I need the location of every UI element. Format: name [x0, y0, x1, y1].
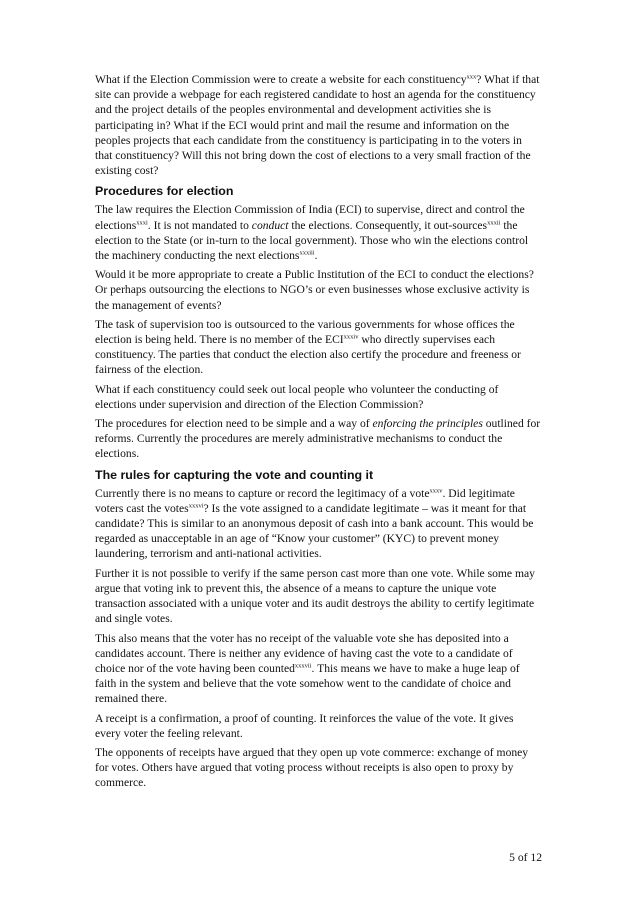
endnote-ref[interactable]: xxxiv: [343, 333, 359, 341]
paragraph-receipt-confirmation: A receipt is a confirmation, a proof of counting. It reinforces the value of the vote. It gives every voter the feeling relevant.: [95, 711, 514, 740]
endnote-ref[interactable]: xxxii: [487, 219, 501, 227]
endnote-ref[interactable]: xxxiii: [299, 249, 315, 257]
heading-rules-capturing-vote: The rules for capturing the vote and counting it: [95, 467, 374, 482]
endnote-ref[interactable]: xxxvi: [188, 502, 204, 510]
paragraph-local-volunteers: What if each constituency could seek out local people who volunteer the conducting of elections under supervision and direction of the Election Commission?: [95, 382, 499, 411]
endnote-ref[interactable]: xxxvii: [294, 662, 312, 670]
heading-procedures-for-election: Procedures for election: [95, 184, 234, 199]
paragraph-no-receipt: This also means that the voter has no receipt of the valuable vote she has deposited into a candidates account. There is neither any evidence of having cast the vote to a candidate of choice nor of the vote having been counted$^{xxxvii}$. This means we have to make a huge leap of faith in the system and believe that the vote somehow went to the candidate of choice and remained there.: [95, 631, 520, 706]
endnote-ref[interactable]: xxxi: [136, 219, 148, 227]
paragraph-public-institution: Would it be more appropriate to create a Public Institution of the ECI to conduct the elections? Or perhaps outsourcing the elections to NGO’s or even businesses whose exclusive activity is the management of events?: [95, 268, 534, 312]
paragraph-supervision-outsourced: The task of supervision too is outsourced to the various governments for whose offices the election is being held. There is no member of the $ECI^{xxxiv}$ who directly supervises each constituency. The parties that conduct the election also certify the procedure and freeness or fairness of the election.: [95, 317, 521, 377]
page-number: 5 of 12: [509, 851, 542, 864]
paragraph-website-constituency: What if the Election Commission were to create a website for each constituency$^{xxx}$? What if that site can provide a webpage for each registered candidate to host an agenda for the constituency and the project details of the peoples environmental and development activities she is participating in? What if the ECI would print and mail the resume and information on the peoples projects that each candidate from the constituency is participating in to the voters in that constituency? Will this not bring down the cost of elections to a very small fraction of the existing cost?: [95, 73, 540, 178]
paragraph-legitimacy-of-vote: Currently there is no means to capture or record the legitimacy of a vote$^{xxxv}$. Did legitimate voters cast the votes$^{xxxvi}$? Is the vote assigned to a candidate legitimate – was it meant for that candidate? This is similar to an anonymous deposit of cash into a bank account. This would be regarded as unacceptable in an age of “Know your customer” (KYC) to prevent money laundering, terrorism and anti-national activities.: [95, 486, 534, 561]
paragraph-verify-single-vote: Further it is not possible to verify if the same person cast more than one vote. While some may argue that voting ink to prevent this, the absence of a means to capture the unique vote transaction associated with a unique voter and its audit destroys the ability to certify legitimate and single votes.: [95, 566, 535, 626]
endnote-ref[interactable]: xxx: [466, 73, 477, 81]
document-page: [95, 72, 542, 795]
paragraph-law-requires: The law requires the Election Commission of India (ECI) to supervise, direct and control the elections$^{xxxi}$. It is not mandated to conduct the elections. Consequently, it out-sources$^{xxxii}$ the election to the State (or in-turn to the local government). Those who win the elections control the machinery conducting the next elections$^{xxxiii}$.: [95, 203, 529, 263]
paragraph-procedures-simple: The procedures for election need to be simple and a way of enforcing the principles outlined for reforms. Currently the procedures are merely administrative mechanisms to conduct the elections.: [95, 417, 541, 461]
paragraph-opponents-of-receipts: The opponents of receipts have argued that they open up vote commerce: exchange of money for votes. Others have argued that voting process without receipts is also open to proxy by commerce.: [95, 745, 529, 790]
endnote-ref[interactable]: xxxv: [429, 487, 443, 495]
